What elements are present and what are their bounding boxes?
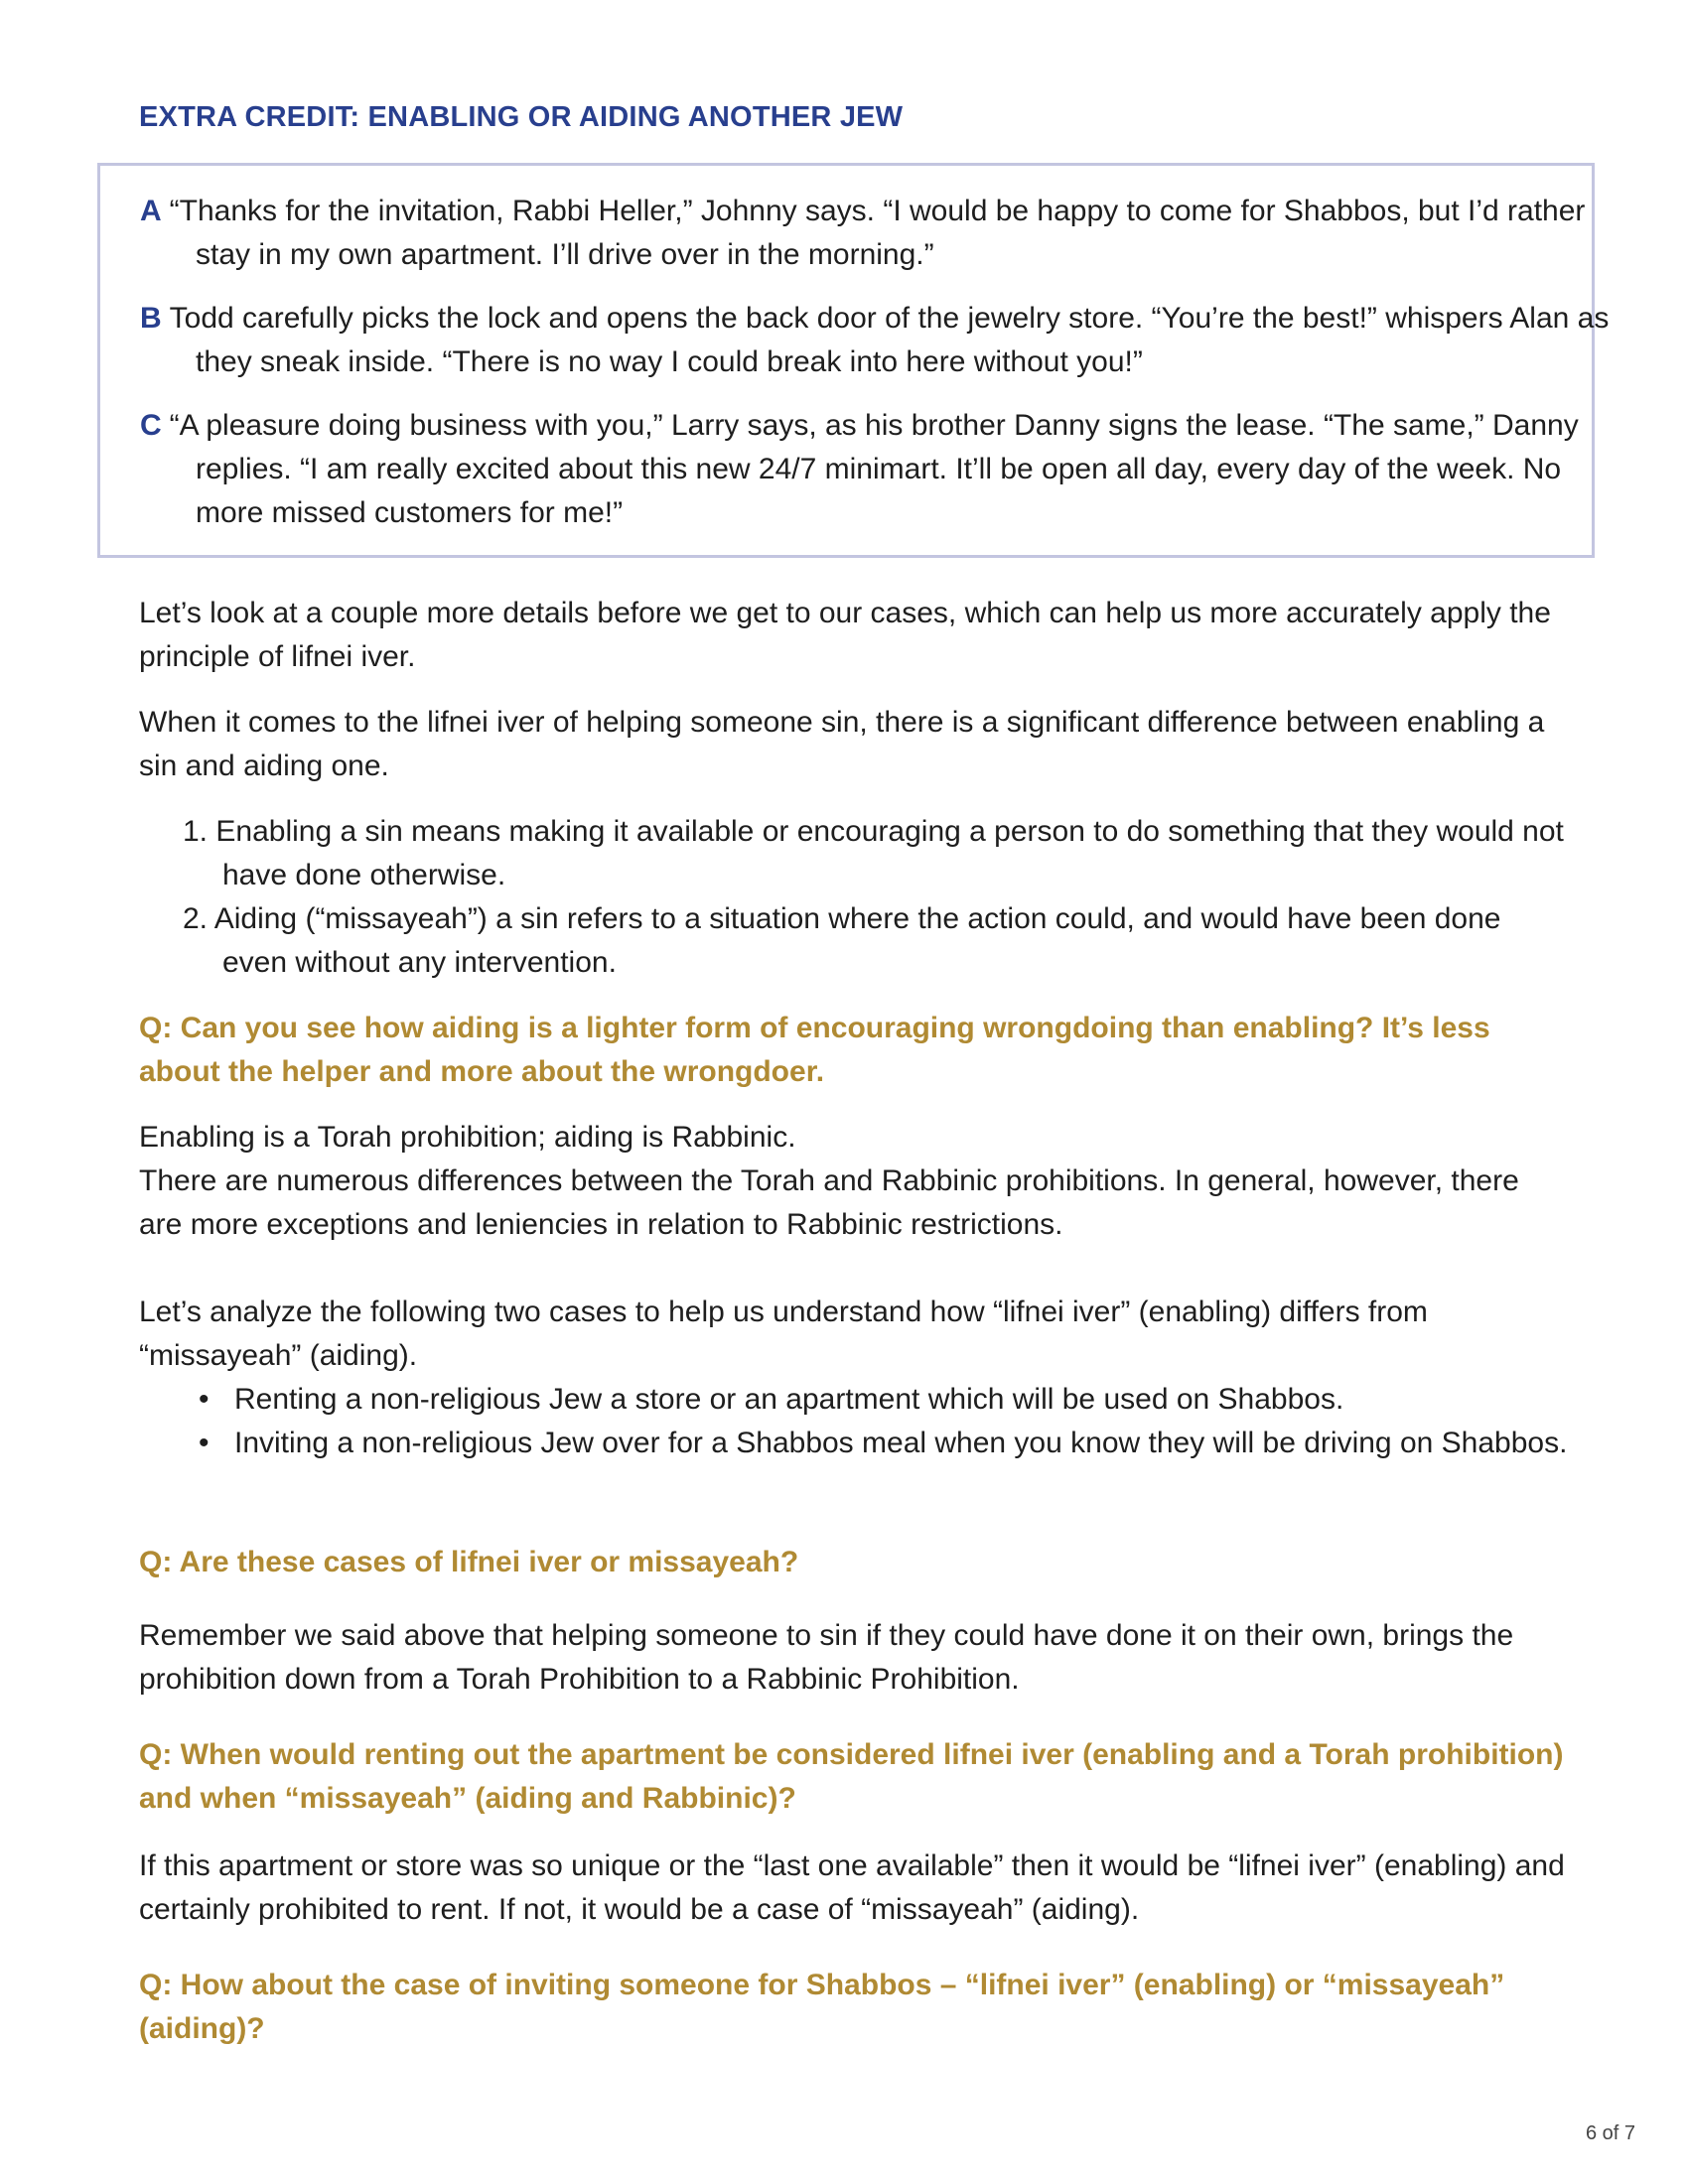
- remember-paragraph: Remember we said above that helping someone to sin if they could have done it on their own, brings the prohibition down from a Torah Prohibition to a Rabbinic Prohibition.: [139, 1619, 1514, 1696]
- case-text: Inviting a non-religious Jew over for a Shabbos meal when you know they will be driving on Shabbos.: [234, 1427, 1568, 1459]
- scenario-a: [140, 190, 1616, 277]
- scenario-letter: C: [140, 409, 162, 442]
- question-aiding-lighter: Q: Can you see how aiding is a lighter form of encouraging wrongdoing than enabling? It’s less about the helper and more about the wrongdoer.: [139, 1012, 1490, 1088]
- analyze-paragraph: Let’s analyze the following two cases to help us understand how “lifnei iver” (enabling) differs from “missayeah” (aiding).: [139, 1296, 1428, 1372]
- scenario-letter: A: [140, 195, 162, 227]
- section-title: EXTRA CREDIT: ENABLING OR AIDING ANOTHER JEW: [139, 101, 904, 133]
- scenario-text: Todd carefully picks the lock and opens the back door of the jewelry store. “You’re the best!” whispers Alan as they sneak inside. “There is no way I could break into here without you!”: [169, 302, 1610, 378]
- scenario-letter: B: [140, 302, 162, 335]
- question-inviting-shabbos: Q: How about the case of inviting someone for Shabbos – “lifnei iver” (enabling) or “missayeah” (aiding)?: [139, 1969, 1505, 2045]
- definition-item: [183, 897, 1573, 985]
- scenario-box: [97, 163, 1610, 558]
- differences-paragraph: There are numerous differences between the Torah and Rabbinic prohibitions. In general, however, there are more exceptions and leniencies in relation to Rabbinic restrictions.: [139, 1164, 1519, 1241]
- question-renting-apartment: Q: When would renting out the apartment be considered lifnei iver (enabling and a Torah prohibition) and when “missayeah” (aiding and Rabbinic)?: [139, 1738, 1564, 1815]
- question-lifnei-or-missayeah: Q: Are these cases of lifnei iver or missayeah?: [139, 1546, 799, 1578]
- list-number: 2.: [183, 902, 209, 935]
- intro-paragraph: Let’s look at a couple more details before we get to our cases, which can help us more accurately apply the principle of lifnei iver.: [139, 597, 1551, 673]
- definitions-list: [183, 810, 1573, 985]
- list-number: 1.: [183, 815, 209, 848]
- case-item: [199, 1422, 1589, 1465]
- torah-rabbinic-line: Enabling is a Torah prohibition; aiding is Rabbinic.: [139, 1121, 796, 1154]
- scenario-text: “A pleasure doing business with you,” Larry says, as his brother Danny signs the lease. “The same,” Danny replies. “I am really excited about this new 24/7 minimart. It’ll be open all day, every day of the week. No more missed customers for me!”: [169, 409, 1579, 529]
- scenario-b: [140, 297, 1616, 384]
- case-item: [199, 1378, 1589, 1422]
- case-text: Renting a non-religious Jew a store or an apartment which will be used on Shabbos.: [234, 1383, 1344, 1416]
- bullet-icon: •: [199, 1383, 210, 1416]
- scenario-c: [140, 404, 1616, 535]
- definition-text: Enabling a sin means making it available or encouraging a person to do something that they would not have done otherwise.: [215, 815, 1564, 891]
- page-number: 6 of 7: [1586, 2122, 1636, 2144]
- cases-list: [199, 1378, 1589, 1465]
- definition-text: Aiding (“missayeah”) a sin refers to a situation where the action could, and would have been done even without any intervention.: [213, 902, 1501, 979]
- definition-item: [183, 810, 1573, 897]
- scenario-text: “Thanks for the invitation, Rabbi Heller,” Johnny says. “I would be happy to come for Shabbos, but I’d rather stay in my own apartment. I’ll drive over in the morning.”: [169, 195, 1586, 271]
- answer-renting-apartment: If this apartment or store was so unique or the “last one available” then it would be “lifnei iver” (enabling) and certainly prohibited to rent. If not, it would be a case of “missayeah” (aiding).: [139, 1849, 1565, 1926]
- bullet-icon: •: [199, 1427, 210, 1459]
- difference-paragraph: When it comes to the lifnei iver of helping someone sin, there is a significant difference between enabling a sin and aiding one.: [139, 706, 1545, 782]
